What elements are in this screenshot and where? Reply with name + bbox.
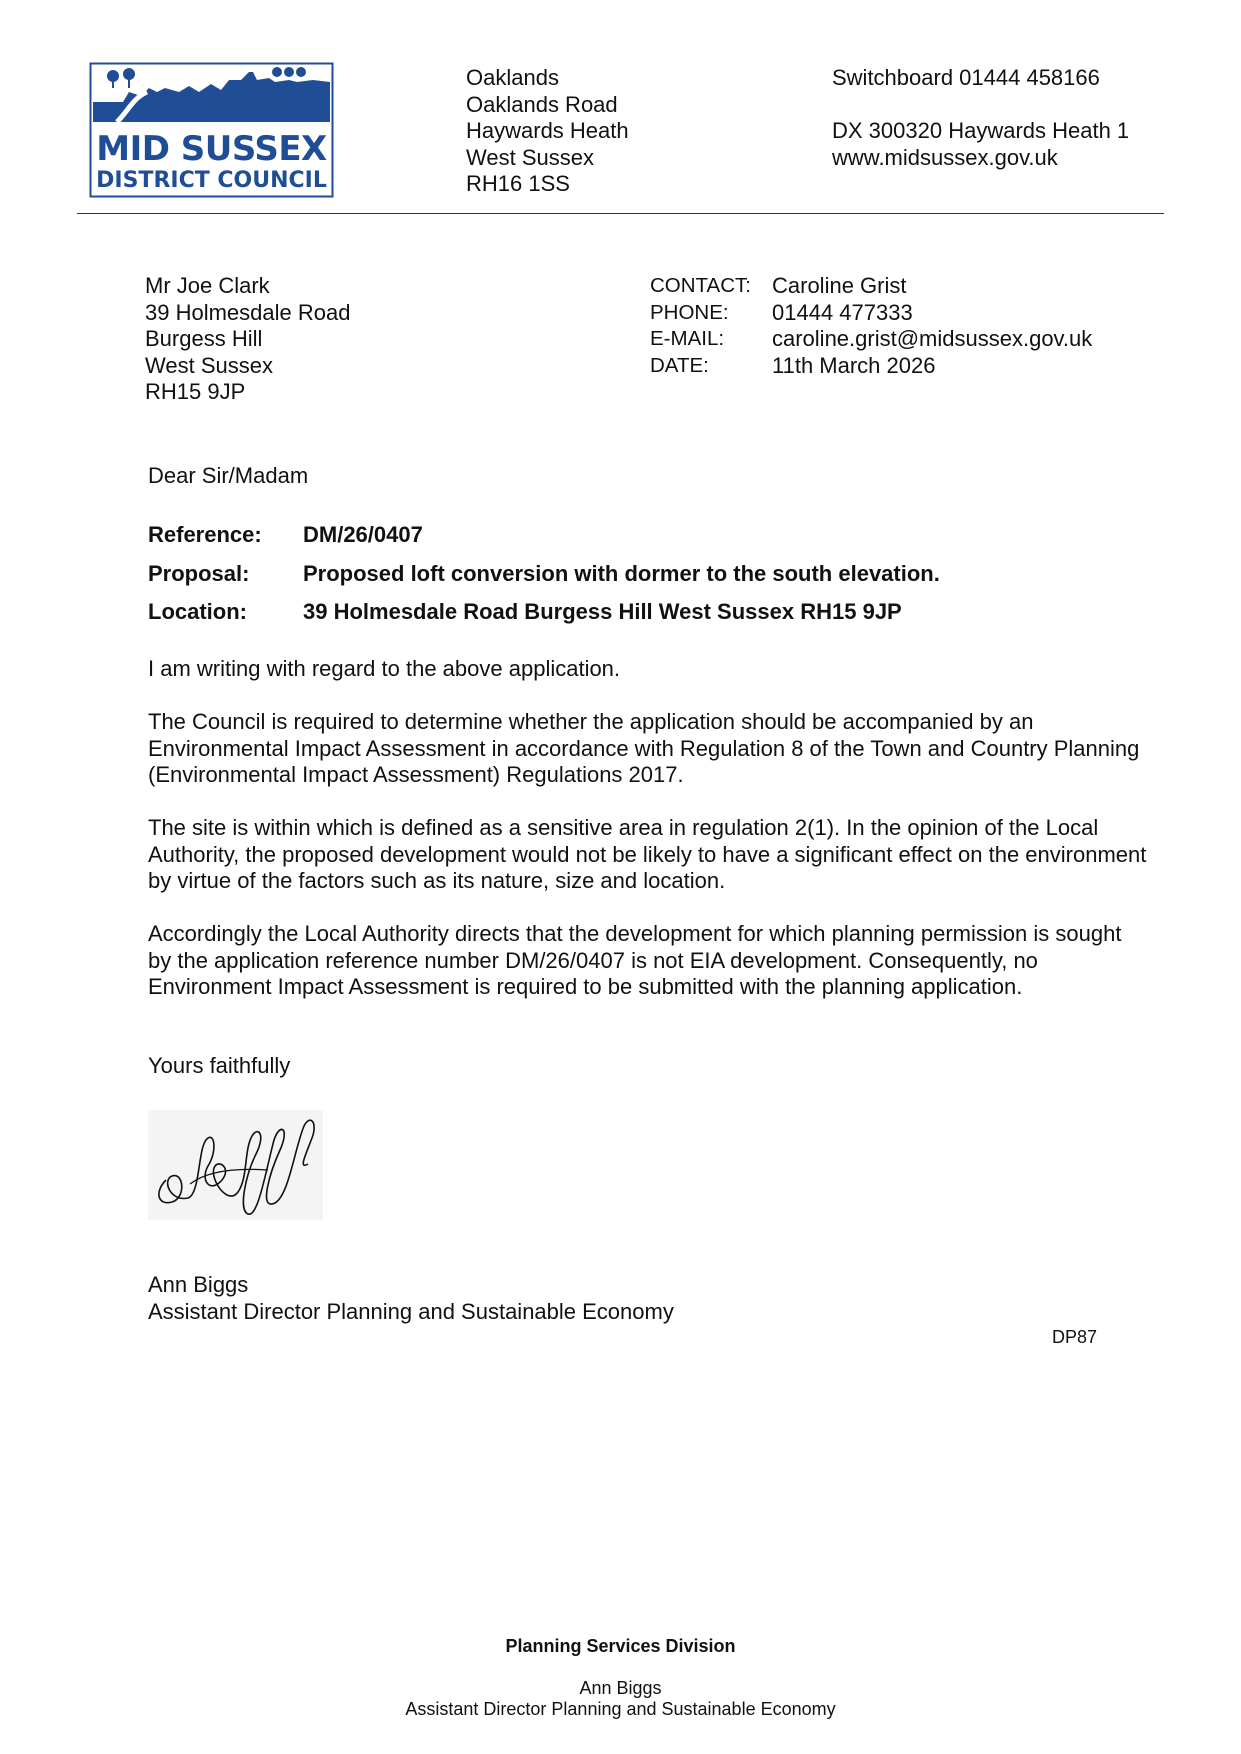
council-logo: [89, 62, 334, 198]
officer-contact: [650, 273, 1092, 379]
contact-label: CONTACT:: [650, 274, 751, 297]
salutation: Dear Sir/Madam: [148, 463, 309, 488]
reference-row: [148, 522, 423, 548]
location-row: [148, 599, 902, 625]
signatory-title: Assistant Director Planning and Sustainable Economy: [148, 1298, 674, 1324]
date-row: [650, 353, 1092, 380]
header-divider: [77, 213, 1164, 214]
council-address-line: Oaklands: [466, 65, 559, 90]
footer-division: Planning Services Division: [505, 1636, 736, 1656]
email-row: [650, 326, 1092, 353]
signatory-name: Ann Biggs: [148, 1272, 249, 1297]
recipient-line: West Sussex: [145, 352, 273, 378]
email-label: E-MAIL:: [650, 327, 725, 350]
switchboard-number: Switchboard 01444 458166: [832, 65, 1100, 90]
body-paragraph: The Council is required to determine whether the application should be accompanied by an Environmental Impact Assessment in accordance with Regulation 8 of the Town and Country Planning (Environmental Impact Assessment) Regulations 2017.: [148, 709, 1140, 787]
recipient-line: RH15 9JP: [145, 379, 246, 404]
signatory-block: [148, 1272, 674, 1325]
date-label: DATE:: [650, 353, 709, 377]
signature-image: [148, 1110, 323, 1220]
proposal-label: Proposal:: [148, 561, 250, 586]
body-paragraph: Accordingly the Local Authority directs that the development for which planning permission is sought by the application reference number DM/26/0407 is not EIA development. Consequently, no Environment Impact Assessment is required to be submitted with the planning application.: [148, 921, 1122, 999]
date-value: 11th March 2026: [772, 352, 936, 378]
recipient-line: Mr Joe Clark: [145, 273, 270, 298]
contact-name: Caroline Grist: [772, 273, 907, 298]
council-address-line: Haywards Heath: [466, 118, 629, 143]
spacer: [832, 92, 1129, 119]
logo-title: MID SUSSEX: [96, 129, 327, 169]
dx-address: DX 300320 Haywards Heath 1: [832, 118, 1130, 143]
recipient-line: Burgess Hill: [145, 326, 263, 351]
council-address-line: Oaklands Road: [466, 91, 618, 117]
location-value: 39 Holmesdale Road Burgess Hill West Sussex RH15 9JP: [303, 599, 902, 624]
contact-row: [650, 273, 1092, 300]
reference-value: DM/26/0407: [303, 522, 423, 547]
website-link[interactable]: www.midsussex.gov.uk: [832, 144, 1058, 170]
phone-label: PHONE:: [650, 300, 729, 324]
phone-value: 01444 477333: [772, 299, 913, 325]
recipient-line: 39 Holmesdale Road: [145, 299, 351, 325]
body-paragraph: The site is within which is defined as a sensitive area in regulation 2(1). In the opinion of the Local Authority, the proposed development would not be likely to have a significant effect on the environment by virtue of the factors such as its nature, size and location.: [148, 815, 1147, 893]
proposal-row: [148, 561, 940, 587]
phone-row: [650, 300, 1092, 327]
council-address: [466, 65, 629, 198]
form-code: DP87: [1052, 1327, 1098, 1347]
body-paragraph: I am writing with regard to the above application.: [148, 656, 621, 681]
recipient-address: [145, 273, 350, 406]
closing: Yours faithfully: [148, 1053, 291, 1078]
email-value[interactable]: caroline.grist@midsussex.gov.uk: [772, 326, 1093, 351]
location-label: Location:: [148, 599, 247, 624]
reference-label: Reference:: [148, 522, 262, 547]
council-address-line: RH16 1SS: [466, 171, 570, 196]
footer-title: Assistant Director Planning and Sustainable Economy: [405, 1699, 836, 1719]
logo-subtitle: DISTRICT COUNCIL: [96, 168, 327, 193]
footer-name: Ann Biggs: [579, 1678, 662, 1698]
council-contact-block: [832, 65, 1129, 171]
council-address-line: West Sussex: [466, 144, 594, 170]
proposal-value: Proposed loft conversion with dormer to the south elevation.: [303, 561, 940, 586]
